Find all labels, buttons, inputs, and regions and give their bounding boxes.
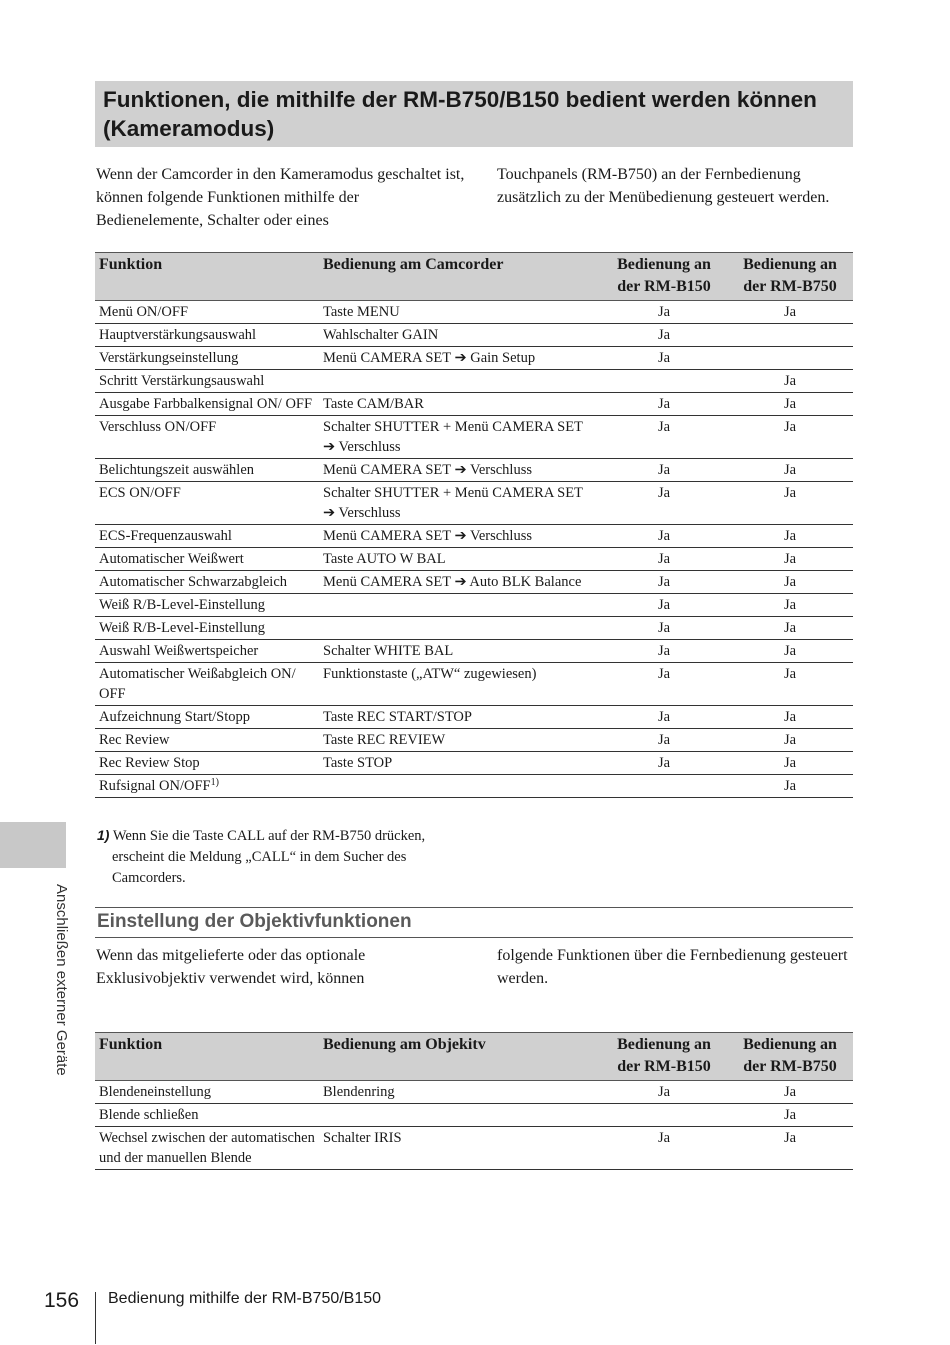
cell-rm-b750: [727, 775, 853, 798]
cell-rm-b750: [727, 301, 853, 324]
table-row: [95, 347, 853, 370]
subsection-title: Einstellung der Objektivfunktionen: [95, 907, 853, 938]
table-row: [95, 640, 853, 663]
table-row: [95, 459, 853, 482]
cell-text: Ja: [657, 643, 671, 659]
cell-rm-b150: [601, 370, 727, 393]
cell-text: Ja: [657, 620, 671, 636]
cell-rm-b750: [727, 663, 853, 706]
cell-text: Menü CAMERA SET ➔ Verschluss: [323, 462, 532, 478]
column-header-operation: Bedienung am Objekitv: [319, 1033, 601, 1081]
cell-text: Ja: [783, 304, 797, 320]
column-header-function: Funktion: [95, 1033, 319, 1081]
cell-text: Weiß R/B-Level-Einstellung: [99, 597, 265, 613]
cell-text: Ja: [657, 666, 671, 682]
cell-text: Ja: [783, 485, 797, 501]
cell-rm-b150: [601, 416, 727, 459]
functions-table-lens: [95, 1032, 853, 1170]
cell-operation: [319, 640, 601, 663]
cell-operation: [319, 324, 601, 347]
table-row: [95, 482, 853, 525]
cell-function: [95, 459, 319, 482]
cell-text: Ja: [783, 732, 797, 748]
cell-text: Ja: [657, 709, 671, 725]
footnote-line: Wenn Sie die Taste CALL auf der RM-B750 drücken,: [112, 828, 426, 844]
cell-rm-b150: [601, 640, 727, 663]
cell-rm-b750: [727, 640, 853, 663]
cell-rm-b150: [601, 482, 727, 525]
cell-text: Menü ON/OFF: [99, 304, 189, 320]
cell-function: [95, 706, 319, 729]
cell-text: Schalter IRIS: [323, 1130, 402, 1146]
cell-rm-b750: [727, 1127, 853, 1170]
cell-operation: [319, 482, 601, 525]
cell-text: Ja: [783, 373, 797, 389]
cell-text: Automatischer Weißwert: [99, 551, 244, 567]
cell-operation: [319, 416, 601, 459]
cell-text: Ja: [783, 597, 797, 613]
cell-operation: [319, 663, 601, 706]
cell-text: Ja: [783, 551, 797, 567]
table-row: [95, 1127, 853, 1170]
cell-text: Rufsignal ON/OFF: [99, 778, 211, 794]
cell-operation: [319, 459, 601, 482]
cell-rm-b150: [601, 548, 727, 571]
cell-operation: [319, 393, 601, 416]
cell-text: Belichtungszeit auswählen: [99, 462, 255, 478]
cell-operation: [319, 1081, 601, 1104]
cell-text: Verstärkungseinstellung: [99, 350, 239, 366]
cell-text: Funktionstaste („ATW“ zugewiesen): [323, 666, 537, 682]
cell-rm-b750: [727, 548, 853, 571]
cell-text: Ja: [657, 597, 671, 613]
cell-rm-b150: [601, 1127, 727, 1170]
cell-text: Schalter SHUTTER + Menü CAMERA SET ➔ Verschluss: [323, 485, 583, 521]
cell-rm-b150: [601, 752, 727, 775]
cell-rm-b150: [601, 729, 727, 752]
cell-rm-b150: [601, 571, 727, 594]
cell-operation: [319, 706, 601, 729]
cell-text: Ja: [657, 1084, 671, 1100]
cell-text: Aufzeichnung Start/Stopp: [99, 709, 251, 725]
cell-rm-b150: [601, 324, 727, 347]
cell-text: Schritt Verstärkungsauswahl: [99, 373, 265, 389]
table-row: [95, 525, 853, 548]
cell-rm-b750: [727, 347, 853, 370]
table-header-row: [95, 1033, 853, 1081]
cell-text: Verschluss ON/OFF: [99, 419, 217, 435]
table-row: [95, 594, 853, 617]
cell-text: Automatischer Weißabgleich ON/ OFF: [99, 666, 296, 702]
cell-text: ECS-Frequenzauswahl: [99, 528, 232, 544]
cell-function: [95, 548, 319, 571]
cell-function: [95, 370, 319, 393]
cell-text: Ja: [657, 732, 671, 748]
sub-intro-column-right: folgende Funktionen über die Fernbedienung gesteuert werden.: [497, 947, 848, 987]
table-row: [95, 571, 853, 594]
cell-text: Ja: [657, 396, 671, 412]
cell-text: Automatischer Schwarzabgleich: [99, 574, 288, 590]
intro-column-right: Touchpanels (RM-B750) an der Fernbedienung zusätzlich zu der Menübedienung gesteuert werden.: [497, 166, 830, 206]
cell-rm-b150: [601, 393, 727, 416]
cell-text: Taste CAM/BAR: [323, 396, 424, 412]
cell-operation: [319, 594, 601, 617]
cell-text: Blendenring: [323, 1084, 395, 1100]
cell-text: Ja: [657, 327, 671, 343]
cell-operation: [319, 775, 601, 798]
table-row: [95, 370, 853, 393]
cell-rm-b750: [727, 752, 853, 775]
cell-text: Ja: [783, 1130, 797, 1146]
cell-rm-b750: [727, 1081, 853, 1104]
cell-text: Ja: [783, 574, 797, 590]
sub-intro-column-left: Wenn das mitgelieferte oder das optionale Exklusivobjektiv verwendet wird, können: [96, 947, 366, 987]
cell-rm-b750: [727, 416, 853, 459]
cell-text: Rec Review Stop: [99, 755, 200, 771]
cell-text: Ja: [783, 1084, 797, 1100]
cell-text: Ja: [783, 1107, 797, 1123]
cell-text: Menü CAMERA SET ➔ Auto BLK Balance: [323, 574, 582, 590]
cell-text: Blende schließen: [99, 1107, 199, 1123]
table-row: [95, 1104, 853, 1127]
cell-text: Menü CAMERA SET ➔ Verschluss: [323, 528, 532, 544]
cell-rm-b150: [601, 1081, 727, 1104]
column-header-rm-b150: Bedienung an der RM-B150: [601, 253, 727, 301]
section-title: Funktionen, die mithilfe der RM-B750/B150 bedient werden können (Kameramodus): [95, 81, 853, 147]
cell-function: [95, 301, 319, 324]
cell-function: [95, 347, 319, 370]
cell-operation: [319, 1104, 601, 1127]
table-row: [95, 324, 853, 347]
intro-column-left: Wenn der Camcorder in den Kameramodus geschaltet ist, können folgende Funktionen mithilfe der Bedienelemente, Schalter oder eines: [96, 166, 465, 229]
cell-text: Ja: [657, 485, 671, 501]
cell-text: Hauptverstärkungsauswahl: [99, 327, 257, 343]
cell-rm-b750: [727, 729, 853, 752]
cell-text: Ja: [783, 419, 797, 435]
cell-rm-b150: [601, 301, 727, 324]
table-row: [95, 752, 853, 775]
cell-text: ECS ON/OFF: [99, 485, 181, 501]
cell-rm-b750: [727, 525, 853, 548]
cell-text: Taste REC REVIEW: [323, 732, 446, 748]
cell-text: Schalter WHITE BAL: [323, 643, 454, 659]
cell-rm-b750: [727, 482, 853, 525]
page-number: 156: [44, 1289, 80, 1312]
cell-function: [95, 482, 319, 525]
cell-function: [95, 571, 319, 594]
cell-rm-b150: [601, 459, 727, 482]
cell-text: Ja: [783, 755, 797, 771]
cell-text: Ja: [783, 666, 797, 682]
cell-function: [95, 640, 319, 663]
column-header-rm-b750: Bedienung an der RM-B750: [727, 1033, 853, 1081]
cell-rm-b150: [601, 775, 727, 798]
cell-function: [95, 617, 319, 640]
column-header-rm-b750: Bedienung an der RM-B750: [727, 253, 853, 301]
cell-operation: [319, 548, 601, 571]
cell-text: Ja: [783, 620, 797, 636]
chapter-tab-marker: [0, 822, 66, 868]
cell-rm-b750: [727, 459, 853, 482]
column-header-function: Funktion: [95, 253, 319, 301]
cell-rm-b150: [601, 594, 727, 617]
cell-function: [95, 1081, 319, 1104]
cell-rm-b150: [601, 663, 727, 706]
cell-function: [95, 1127, 319, 1170]
cell-rm-b750: [727, 706, 853, 729]
cell-function: [95, 324, 319, 347]
cell-operation: [319, 347, 601, 370]
table-row: [95, 617, 853, 640]
cell-operation: [319, 301, 601, 324]
cell-text: Ja: [783, 709, 797, 725]
cell-text: Ausgabe Farbbalkensignal ON/ OFF: [99, 396, 313, 412]
cell-operation: [319, 571, 601, 594]
cell-operation: [319, 752, 601, 775]
cell-text: Taste REC START/STOP: [323, 709, 472, 725]
cell-text: Ja: [783, 643, 797, 659]
cell-text: Menü CAMERA SET ➔ Gain Setup: [323, 350, 536, 366]
table-row: [95, 301, 853, 324]
cell-text: Ja: [657, 755, 671, 771]
table-row: [95, 548, 853, 571]
cell-text: Auswahl Weißwertspeicher: [99, 643, 259, 659]
table-row: [95, 663, 853, 706]
cell-rm-b150: [601, 525, 727, 548]
cell-rm-b750: [727, 1104, 853, 1127]
table-row: [95, 416, 853, 459]
cell-function: [95, 416, 319, 459]
column-header-operation: Bedienung am Camcorder: [319, 253, 601, 301]
cell-text: Ja: [657, 551, 671, 567]
cell-function: [95, 663, 319, 706]
cell-text: Ja: [783, 396, 797, 412]
cell-text: Schalter SHUTTER + Menü CAMERA SET ➔ Verschluss: [323, 419, 583, 455]
cell-text: Ja: [657, 350, 671, 366]
cell-text: Taste AUTO W BAL: [323, 551, 446, 567]
cell-text: Ja: [783, 528, 797, 544]
cell-text: Wahlschalter GAIN: [323, 327, 439, 343]
footer-divider: [95, 1292, 96, 1344]
cell-function: [95, 594, 319, 617]
cell-text: Taste STOP: [323, 755, 393, 771]
cell-text: Ja: [783, 778, 797, 794]
cell-text: Rec Review: [99, 732, 170, 748]
cell-text: Ja: [657, 462, 671, 478]
cell-function: [95, 393, 319, 416]
cell-rm-b750: [727, 393, 853, 416]
cell-operation: [319, 729, 601, 752]
cell-operation: [319, 1127, 601, 1170]
footnote-line: erscheint die Meldung „CALL“ in dem Sucher des: [112, 849, 407, 865]
table-row: [95, 393, 853, 416]
functions-table-camera: [95, 252, 853, 798]
footnote: [97, 825, 467, 889]
cell-text: Ja: [657, 1130, 671, 1146]
table-row: [95, 1081, 853, 1104]
cell-rm-b150: [601, 1104, 727, 1127]
cell-function: [95, 729, 319, 752]
cell-function: [95, 752, 319, 775]
cell-text: Ja: [783, 462, 797, 478]
cell-rm-b750: [727, 370, 853, 393]
table-row: [95, 729, 853, 752]
cell-text: Ja: [657, 528, 671, 544]
cell-text: Taste MENU: [323, 304, 400, 320]
table-header-row: [95, 253, 853, 301]
cell-text: Ja: [657, 419, 671, 435]
cell-function: [95, 775, 319, 798]
cell-operation: [319, 617, 601, 640]
cell-rm-b150: [601, 706, 727, 729]
cell-rm-b750: [727, 594, 853, 617]
cell-rm-b150: [601, 347, 727, 370]
cell-text: Ja: [657, 304, 671, 320]
footnote-reference: 1): [210, 777, 219, 788]
footnote-mark: 1): [97, 827, 110, 843]
cell-function: [95, 1104, 319, 1127]
cell-function: [95, 525, 319, 548]
cell-rm-b750: [727, 617, 853, 640]
footer-section-title: Bedienung mithilfe der RM-B750/B150: [108, 1290, 382, 1307]
table-row: [95, 775, 853, 798]
cell-rm-b750: [727, 324, 853, 347]
cell-text: Wechsel zwischen der automatischen und der manuellen Blende: [99, 1130, 315, 1166]
cell-operation: [319, 370, 601, 393]
cell-text: Blendeneinstellung: [99, 1084, 211, 1100]
chapter-side-label: Anschließen externer Geräte: [53, 884, 70, 1076]
cell-operation: [319, 525, 601, 548]
footnote-line: Camcorders.: [112, 870, 186, 886]
cell-text: Weiß R/B-Level-Einstellung: [99, 620, 265, 636]
table-row: [95, 706, 853, 729]
cell-rm-b750: [727, 571, 853, 594]
cell-rm-b150: [601, 617, 727, 640]
cell-text: Ja: [657, 574, 671, 590]
column-header-rm-b150: Bedienung an der RM-B150: [601, 1033, 727, 1081]
